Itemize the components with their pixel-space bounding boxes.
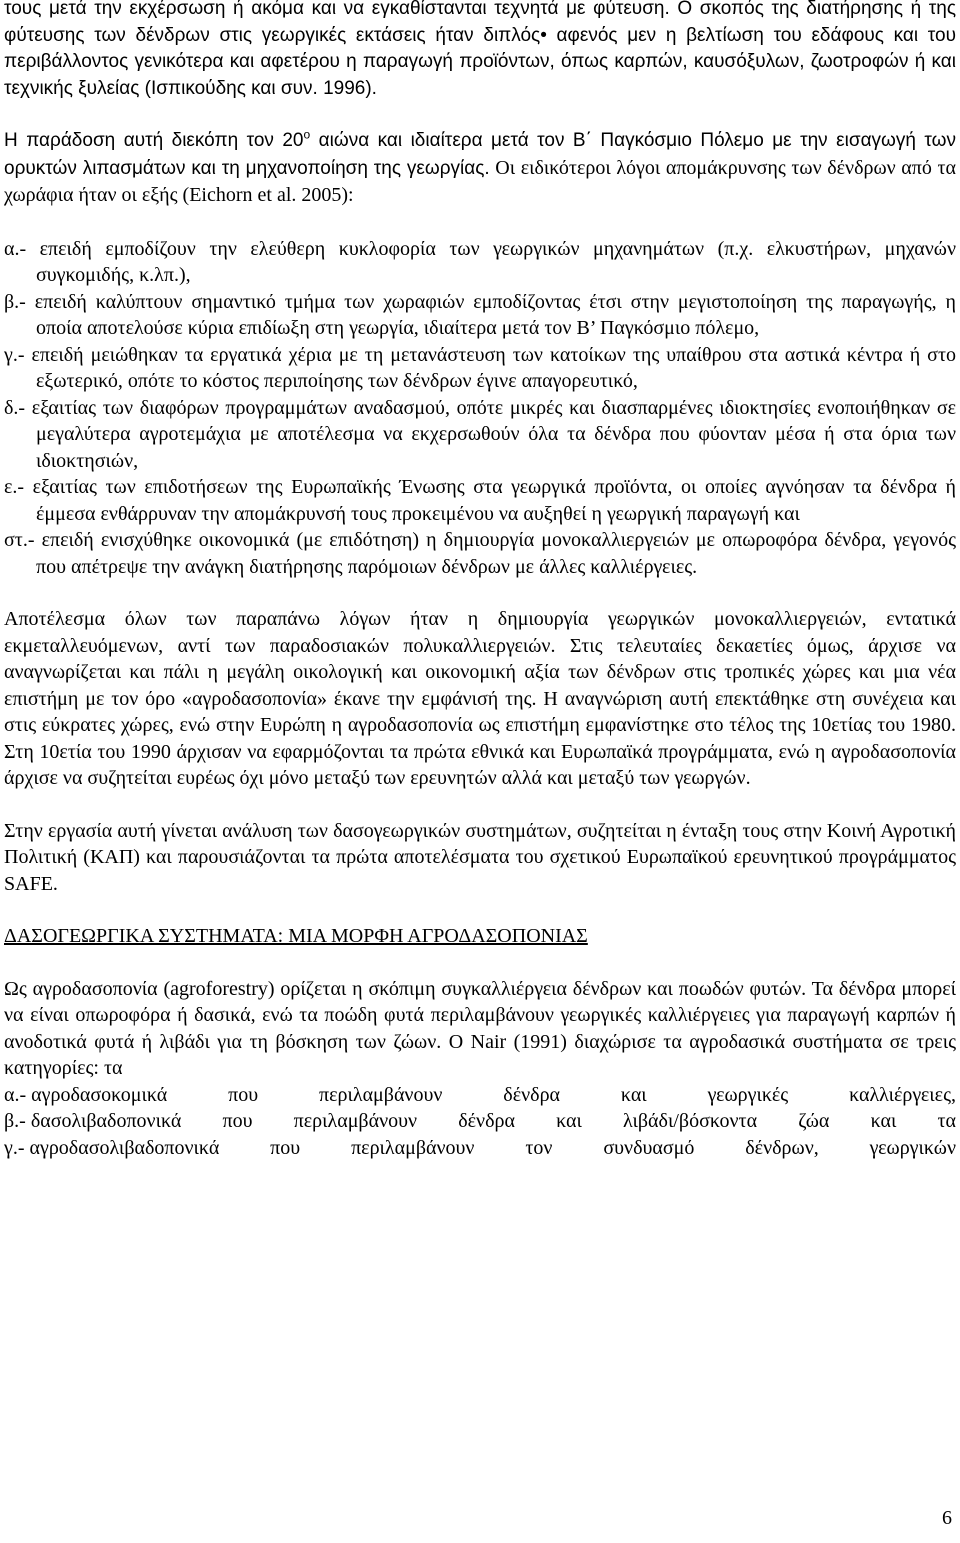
list-text: εξαιτίας των διαφόρων προγραμμάτων αναδασμού, οπότε μικρές και διασπαρμένες ιδιοκτησίες ενοποιήθηκαν σε μεγαλύτερα αγροτεμάχια με αποτέλεσμα να εκχερσωθούν όλα τα δένδρα που φύονταν μέσα ή στα όρια των ιδιοκτησιών, (31, 396, 957, 472)
list-item (4, 289, 956, 342)
list-marker: δ.- (4, 396, 32, 419)
list-item (4, 527, 956, 580)
list-marker: γ.- (4, 1136, 30, 1159)
list-marker: α.- (4, 237, 40, 260)
list-text: εξαιτίας των επιδοτήσεων της Ευρωπαϊκής Ένωσης στα γεωργικά προϊόντα, οι οποίες αγνόησαν τα δένδρα ή έμμεσα ενθάρρυναν την απομάκρυνσή τους προκειμένου να αυξηθεί η γεωργική παραγωγή και (32, 476, 956, 525)
result-paragraph: Αποτέλεσμα όλων των παραπάνω λόγων ήταν η δημιουργία γεωργικών μονοκαλλιεργειών, εντατικά εκμεταλλευόμενων, αντί των παραδοσιακών πολυκαλλιεργειών. Στις τελευταίες δεκαετίες όμως, άρχισε να αναγνωρίζεται και πάλι η μεγάλη οικολογική και οικονομική αξία των δένδρων στις τροπικές χώρες και μια νέα επιστήμη με τον όρο «αγροδασοπονία» έκανε την εμφάνισή της. Η αναγνώριση αυτή επεκτάθηκε στη συνέχεια και στις εύκρατες χώρες, ενώ στην Ευρώπη η αγροδασοπονία ως επιστήμη εμφανίστηκε στο τέλος της 10ετίας του 1980. Στη 10ετία του 1990 άρχισαν να εφαρμόζονται τα πρώτα εθνικά και Ευρωπαϊκά προγράμματα, ενώ η αγροδασοπονία άρχισε να συζητείται ευρέως όχι μόνο μεταξύ των ερευνητών αλλά και μεταξύ των γεωργών. (4, 608, 956, 789)
list-text: επειδή εμποδίζουν την ελεύθερη κυκλοφορία των γεωργικών μηχανημάτων (π.χ. ελκυστήρων, μηχανών συγκομιδής, κ.λπ.), (36, 237, 956, 286)
tradition-text-start: Η παράδοση αυτή διεκόπη τον 20 (4, 130, 304, 151)
list-item (4, 1082, 956, 1109)
page-number: 6 (942, 1506, 952, 1529)
definition-paragraph: Ως αγροδασοπονία (agroforestry) ορίζεται η σκόπιμη συγκαλλιέργεια δένδρων και ποωδών φυτών. Τα δένδρα μπορεί να είναι οπωροφόρα ή δασικά, ενώ τα ποώδη φυτά περιλαμβάνουν γεωργικές καλλιέργειες για παραγωγή καρπών ή ανοδοτικά φυτά ή λιβάδι για τη βόσκηση των ζώων. Ο Nair (1991) διαχώρισε τα αγροδασικά συστήματα σε τρεις κατηγορίες: τα (4, 977, 956, 1079)
categories-list (4, 1082, 956, 1162)
list-text: επειδή καλύπτουν σημαντικό τμήμα των χωραφιών εμποδίζοντας έτσι στην μεγιστοποίηση της παραγωγής, η οποία αποτελούσε κύρια επιδίωξη στη γεωργία, ιδιαίτερα μετά τον Β’ Παγκόσμιο πόλεμο, (34, 290, 956, 339)
list-text: επειδή μειώθηκαν τα εργατικά χέρια με τη μετανάστευση των κατοίκων της υπαίθρου στα αστικά κέντρα ή στο εξωτερικό, οπότε το κόστος περιποίησης των δένδρων έγινε απαγορευτικό, (31, 343, 956, 392)
section-heading: ΔΑΣΟΓΕΩΡΓΙΚΑ ΣΥΣΤΗΜΑΤΑ: ΜΙΑ ΜΟΡΦΗ ΑΓΡΟΔΑΣΟΠΟΝΙΑΣ (4, 925, 588, 947)
list-item (4, 474, 956, 527)
tradition-paragraph (4, 128, 956, 210)
list-marker: β.- (4, 1110, 31, 1132)
list-marker: ε.- (4, 476, 33, 498)
list-item (4, 395, 956, 475)
list-marker: α.- (4, 1083, 32, 1106)
list-item (4, 342, 956, 395)
study-paragraph: Στην εργασία αυτή γίνεται ανάλυση των δασογεωργικών συστημάτων, συζητείται η ένταξη τους στην Κοινή Αγροτική Πολιτική (ΚΑΠ) και παρουσιάζονται τα πρώτα αποτελέσματα του σχετικού Ευρωπαϊκού ερευνητικού προγράμματος SAFE. (4, 819, 956, 895)
list-item (4, 1135, 956, 1162)
list-text: αγροδασοκομικά που περιλαμβάνουν δένδρα και γεωργικές καλλιέργειες, (31, 1083, 956, 1106)
reasons-list (4, 236, 956, 581)
list-item (4, 236, 956, 289)
list-text: επειδή ενισχύθηκε οικονομικά (με επιδότηση) η δημιουργία μονοκαλλιεργειών με οπωροφόρα δένδρα, γεγονός που απέτρεψε την ανάγκη διατήρησης παρόμοιων δένδρων με άλλες καλλιέργειες. (36, 529, 956, 578)
tradition-text-middle: αιώνα και ιδιαίτερα μετά τον Β΄ Παγκόσμιο Πόλεμο με την εισαγωγή των ορυκτών λιπασμάτων και τη μηχανοποίηση της γεωργίας. (4, 130, 956, 179)
list-marker: στ.- (4, 529, 42, 551)
list-marker: β.- (4, 290, 35, 313)
century-superscript: ο (303, 127, 311, 142)
intro-paragraph: τους μετά την εκχέρσωση ή ακόμα και να εγκαθίστανται τεχνητά με φύτευση. Ο σκοπός της διατήρησης ή της φύτευσης των δένδρων στις γεωργικές εκτάσεις ήταν διπλός• αφενός μεν η βελτίωση του εδάφους και του περιβάλλοντος γενικότερα και αφετέρου η παραγωγή προϊόντων, όπως καρπών, καυσόξυλων, ζωοτροφών ή και τεχνικής ξυλείας (Ισπικούδης και συν. 1996). (4, 0, 956, 99)
list-item (4, 1108, 956, 1135)
list-text: δασολιβαδοπονικά που περιλαμβάνουν δένδρα και λιβάδι/βόσκοντα ζώα και τα (30, 1110, 956, 1132)
list-marker: γ.- (4, 343, 32, 366)
tradition-text-end: Οι ειδικότεροι λόγοι απομάκρυνσης των δένδρων από τα χωράφια ήταν οι εξής (Eichorn et al. 2005): (4, 156, 956, 206)
list-text: αγροδασολιβαδοπονικά που περιλαμβάνουν τον συνδυασμό δένδρων, γεωργικών (29, 1136, 956, 1159)
